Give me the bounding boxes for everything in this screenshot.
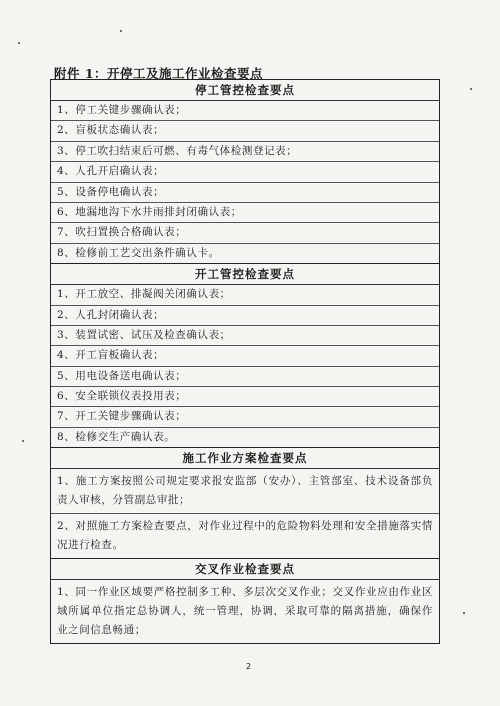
paragraph: 1、施工方案按照公司规定要求报安监部（安办）、主管部室、技术设备部负责人审核，分管副总审批； [51, 469, 439, 514]
section-header-startup: 开工管控检查要点 [51, 264, 439, 285]
list-item: 2、盲板状态确认表； [51, 121, 439, 141]
list-item: 6、安全联锁仪表投用表； [51, 387, 439, 407]
paragraph: 1、同一作业区域要严格控制多工种、多层次交叉作业；交叉作业应由作业区域所属单位指定总协调人，统一管理，协调，采取可靠的隔离措施，确保作业之间信息畅通； [57, 586, 433, 637]
section-body-shutdown [51, 101, 439, 264]
section-body-startup [51, 285, 439, 448]
scan-speck [120, 30, 122, 32]
list-item: 1、开工放空、排凝阀关闭确认表； [51, 285, 439, 305]
section-header-shutdown: 停工管控检查要点 [51, 80, 439, 101]
list-item: 5、设备停电确认表； [51, 183, 439, 203]
list-item: 3、停工吹扫结束后可燃、有毒气体检测登记表； [51, 142, 439, 162]
page-number: 2 [246, 662, 252, 671]
scan-speck [463, 612, 465, 614]
list-item: 5、用电设备送电确认表； [51, 367, 439, 387]
list-item: 7、开工关键步骤确认表； [51, 407, 439, 427]
list-item: 4、人孔开启确认表； [51, 162, 439, 182]
list-item: 2、人孔封闭确认表； [51, 306, 439, 326]
page-title: 附件 1：开停工及施工作业检查要点 [54, 66, 264, 81]
scan-speck [18, 42, 20, 44]
section-header-construction-plan: 施工作业方案检查要点 [51, 448, 439, 469]
scan-speck [470, 88, 472, 90]
section-body-construction-plan [51, 469, 439, 559]
list-item: 8、检修交生产确认表。 [57, 430, 176, 443]
list-item: 3、装置试密、试压及检查确认表； [51, 326, 439, 346]
list-item: 8、检修前工艺交出条件确认卡。 [57, 246, 220, 259]
scan-speck [22, 440, 24, 442]
section-body-cross-operation [51, 580, 439, 643]
list-item: 6、地漏地沟下水井雨排封闭确认表； [51, 203, 439, 223]
inspection-table [50, 79, 440, 644]
list-item: 7、吹扫置换合格确认表； [51, 223, 439, 243]
paragraph: 2、对照施工方案检查要点，对作业过程中的危险物料处理和安全措施落实情况进行检查。 [57, 520, 433, 552]
list-item: 1、停工关键步骤确认表； [51, 101, 439, 121]
section-header-cross-operation: 交叉作业检查要点 [51, 559, 439, 580]
list-item: 4、开工盲板确认表； [51, 346, 439, 366]
